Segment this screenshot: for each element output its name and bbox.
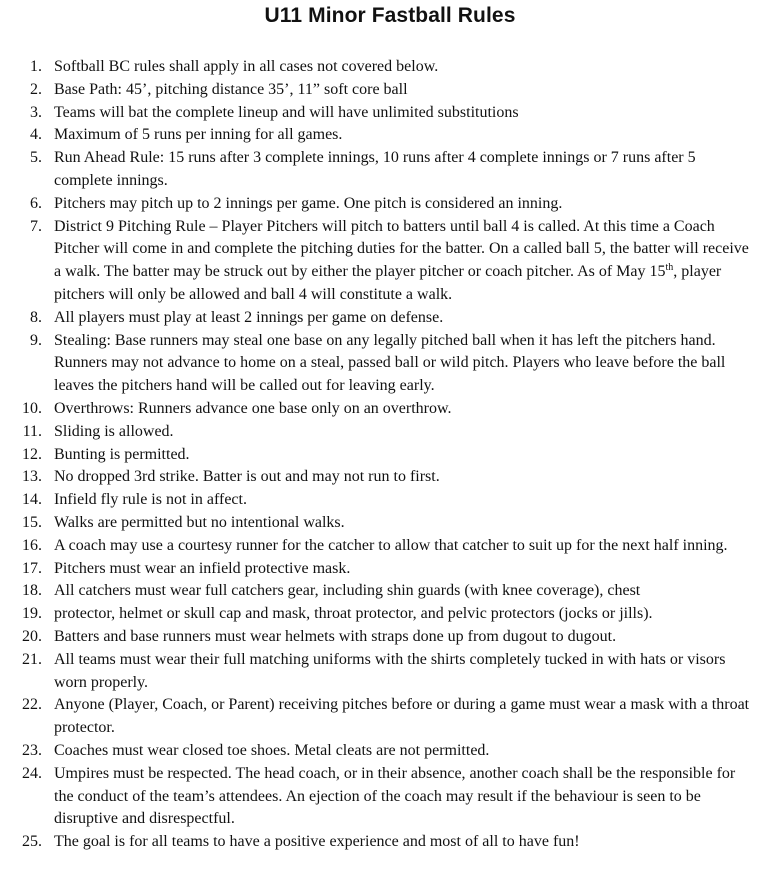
rule-text: Sliding is allowed. <box>54 422 174 440</box>
rule-text: No dropped 3rd strike. Batter is out and may not run to first. <box>54 468 440 486</box>
rule-item <box>0 193 754 216</box>
rule-number: 2. <box>30 80 42 98</box>
rule-number: 18. <box>22 582 42 600</box>
rule-text: All players must play at least 2 innings per game on defense. <box>54 308 444 326</box>
rule-text: Bunting is permitted. <box>54 445 190 463</box>
rule-text: Stealing: Base runners may steal one base on any legally pitched ball when it has left the pitchers hand. Runners may not advance to home on a steal, passed ball or wild pitch. Players who leave before the ball leaves the pitchers hand will be called out for leaving early. <box>54 331 726 395</box>
rule-item <box>0 580 754 603</box>
rules-list <box>0 56 754 854</box>
rule-item <box>0 147 754 193</box>
rule-text: District 9 Pitching Rule – Player Pitchers will pitch to batters until ball 4 is called. At this time a Coach Pitcher will come in and complete the pitching duties for the batter. On a called ball 5, the batter will receive a walk. The batter may be struck out by either the player pitcher or coach pitcher. As of May 15 <box>54 217 749 281</box>
rule-item <box>0 102 754 125</box>
rule-number: 3. <box>30 103 42 121</box>
rule-number: 13. <box>22 468 42 486</box>
rule-text: Run Ahead Rule: 15 runs after 3 complete innings, 10 runs after 4 complete innings or 7 runs after 5 complete innings. <box>54 149 696 189</box>
rule-number: 16. <box>22 536 42 554</box>
rule-number: 15. <box>22 513 42 531</box>
rule-item <box>0 421 754 444</box>
rule-text: Umpires must be respected. The head coach, or in their absence, another coach shall be the responsible for the conduct of the team’s attendees. An ejection of the coach may result if the behaviour is seen to be disruptive and disrespectful. <box>54 764 736 828</box>
rule-text: All catchers must wear full catchers gear, including shin guards (with knee coverage), chest <box>54 582 641 600</box>
rule-item <box>0 466 754 489</box>
rule-text: Batters and base runners must wear helmets with straps done up from dugout to dugout. <box>54 627 617 645</box>
rule-number: 9. <box>30 331 42 349</box>
rule-item <box>0 444 754 467</box>
rule-number: 23. <box>22 741 42 759</box>
rule-item <box>0 79 754 102</box>
rule-number: 5. <box>30 149 42 167</box>
rule-text: Base Path: 45’, pitching distance 35’, 11” soft core ball <box>54 80 408 98</box>
rule-number: 14. <box>22 491 42 509</box>
rule-item <box>0 330 754 398</box>
rule-number: 25. <box>22 833 42 851</box>
rule-number: 12. <box>22 445 42 463</box>
rule-item <box>0 489 754 512</box>
rule-item <box>0 56 754 79</box>
rule-number: 1. <box>30 58 42 75</box>
rule-text: A coach may use a courtesy runner for the catcher to allow that catcher to suit up for the next half inning. <box>54 536 728 554</box>
rule-text: Softball BC rules shall apply in all cases not covered below. <box>54 58 439 75</box>
rule-number: 4. <box>30 126 42 144</box>
rule-text: Overthrows: Runners advance one base only on an overthrow. <box>54 399 452 417</box>
ordinal-suffix: th <box>665 262 674 274</box>
rule-item <box>0 307 754 330</box>
rule-number: 7. <box>30 217 42 235</box>
rule-number: 20. <box>22 627 42 645</box>
rule-item <box>0 694 754 740</box>
rule-number: 8. <box>30 308 42 326</box>
rule-item <box>0 512 754 535</box>
rule-number: 6. <box>30 194 42 212</box>
rule-number: 24. <box>22 764 42 782</box>
rule-text: Maximum of 5 runs per inning for all games. <box>54 126 343 144</box>
rule-item <box>0 763 754 831</box>
rule-item <box>0 603 754 626</box>
rule-text: Pitchers must wear an infield protective mask. <box>54 559 351 577</box>
rule-text: Infield fly rule is not in affect. <box>54 491 247 509</box>
rule-text: The goal is for all teams to have a positive experience and most of all to have fun! <box>54 833 580 851</box>
rule-text: Pitchers may pitch up to 2 innings per game. One pitch is considered an inning. <box>54 194 563 212</box>
rule-number: 19. <box>22 605 42 623</box>
rule-number: 10. <box>22 399 42 417</box>
rule-item <box>0 740 754 763</box>
rule-number: 21. <box>22 650 42 668</box>
rule-number: 11. <box>22 422 42 440</box>
page-title: U11 Minor Fastball Rules <box>264 4 516 27</box>
rule-item <box>0 216 754 307</box>
rule-item <box>0 649 754 695</box>
rule-item <box>0 831 754 854</box>
rule-number: 22. <box>22 696 42 714</box>
rule-item <box>0 535 754 558</box>
rule-text: Walks are permitted but no intentional walks. <box>54 513 345 531</box>
rule-item <box>0 558 754 581</box>
rule-text: Teams will bat the complete lineup and will have unlimited substitutions <box>54 103 519 121</box>
rule-text-continued: , player pitchers will only be allowed and ball 4 will constitute a walk. <box>54 263 722 303</box>
rule-text: All teams must wear their full matching uniforms with the shirts completely tucked in with hats or visors worn properly. <box>54 650 726 691</box>
rule-item <box>0 398 754 421</box>
rule-item <box>0 124 754 147</box>
rule-text: Coaches must wear closed toe shoes. Metal cleats are not permitted. <box>54 741 490 759</box>
rule-item <box>0 626 754 649</box>
rule-number: 17. <box>22 559 42 577</box>
rule-text: protector, helmet or skull cap and mask, throat protector, and pelvic protectors (jocks or jills). <box>54 605 653 623</box>
rule-text: Anyone (Player, Coach, or Parent) receiving pitches before or during a game must wear a mask with a throat protector. <box>54 696 750 737</box>
